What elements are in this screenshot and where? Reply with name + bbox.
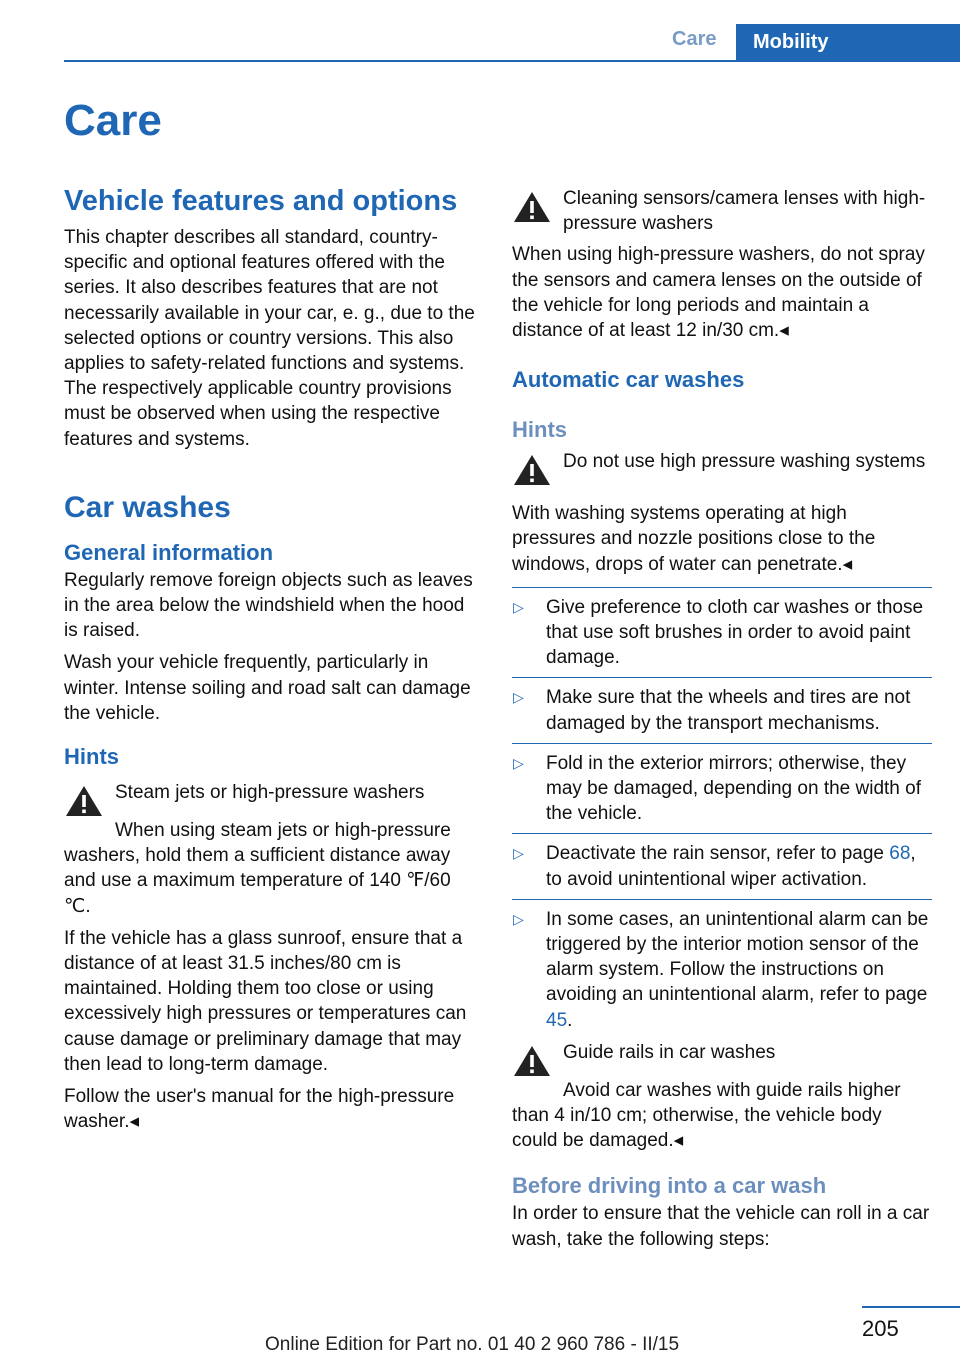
triangle-bullet-icon: ▷: [513, 754, 524, 771]
right-column: [512, 183, 932, 1259]
warning-title: Do not use high pressure washing systems: [563, 451, 926, 473]
manual-paragraph: Follow the user's manual for the high-pressure washer.◂: [64, 1086, 455, 1133]
warning-high-pressure-body: With washing systems operating at high pressures and nozzle positions close to the windows, drops of water can penetrate.◂: [512, 503, 876, 575]
hints-heading-right: Hints: [512, 417, 567, 443]
warning-triangle-icon: [64, 783, 104, 819]
warning-guide-rails-body: Avoid car washes with guide rails higher than 4 in/10 cm; otherwise, the vehicle body could be damaged.◂: [512, 1079, 901, 1152]
page-ref-link[interactable]: 45: [546, 1009, 568, 1031]
list-item: ▷ Deactivate the rain sensor, refer to page 68, to avoid unintentional wiper activation.: [512, 833, 932, 891]
page-ref-link[interactable]: 68: [889, 843, 911, 865]
warning-sensors-body: When using high-pressure washers, do not spray the sensors and camera lenses on the outside of the vehicle for long periods and maintain a distance of at least 12 in/30 cm.◂: [512, 244, 925, 342]
general-info-p1: Regularly remove foreign objects such as leaves in the area below the windshield when the hood is raised.: [64, 569, 473, 642]
hints-heading: Hints: [64, 744, 119, 770]
edition-footer: Online Edition for Part no. 01 40 2 960 786 - II/15: [265, 1334, 680, 1355]
warning-triangle-icon: [512, 189, 552, 225]
sunroof-paragraph: If the vehicle has a glass sunroof, ensure that a distance of at least 31.5 inches/80 cm is maintained. Holding them too close or using excessively high pressures or temperatures can cause damage or preliminary damage that may then lead to long-term damage.: [64, 927, 467, 1075]
general-info-heading: General information: [64, 539, 274, 565]
general-info-p2: Wash your vehicle frequently, particularly in winter. Intense soiling and road salt can damage the vehicle.: [64, 652, 471, 724]
warning-steam-jets: [64, 780, 479, 826]
warning-title: Guide rails in car washes: [563, 1041, 776, 1063]
triangle-bullet-icon: ▷: [513, 845, 524, 862]
vehicle-features-body: This chapter describes all standard, country-specific and optional features offered with the series. It also describes features that are not necessarily available in your car, e. g., due to the selected options or country versions. This also applies to safety-related functions and systems. The respectively applicable country provisions must be observed when using the respective features and systems.: [64, 227, 475, 450]
page-number: 205: [862, 1316, 899, 1341]
auto-wash-heading: Automatic car washes: [512, 367, 745, 393]
list-item: ▷ In some cases, an unintentional alarm can be triggered by the interior motion sensor of the alarm system. Follow the instructions on avoiding an unintentional alarm, refer to page 45.: [512, 899, 932, 1033]
list-item: ▷ Make sure that the wheels and tires are not damaged by the transport mechanisms.: [512, 677, 932, 735]
triangle-bullet-icon: ▷: [513, 910, 524, 927]
list-item: ▷ Give preference to cloth car washes or those that use soft brushes in order to avoid paint damage.: [512, 587, 932, 671]
warning-high-pressure: [512, 449, 932, 495]
warning-triangle-icon: [512, 1043, 552, 1079]
tab-mobility[interactable]: Mobility: [736, 24, 960, 62]
list-item: ▷ Fold in the exterior mirrors; otherwise, they may be damaged, depending on the width of the vehicle.: [512, 743, 932, 827]
before-wash-body: In order to ensure that the vehicle can roll in a car wash, take the following steps:: [512, 1203, 930, 1250]
triangle-bullet-icon: ▷: [513, 689, 524, 706]
before-wash-heading: Before driving into a car wash: [512, 1173, 827, 1199]
car-wash-checklist: [512, 587, 932, 1033]
warning-sensors: [512, 186, 932, 236]
warning-guide-rails: [512, 1040, 932, 1086]
vehicle-features-heading: Vehicle features and options: [64, 185, 458, 217]
warning-triangle-icon: [512, 452, 552, 488]
car-washes-heading: Car washes: [64, 490, 231, 524]
triangle-bullet-icon: ▷: [513, 598, 524, 615]
page-title: Care: [64, 96, 162, 145]
tab-care[interactable]: Care: [672, 28, 717, 50]
warning-title: Cleaning sensors/camera lenses with high-pressure washers: [563, 188, 926, 235]
footer-rule: [862, 1306, 960, 1308]
left-column: [64, 183, 479, 1141]
warning-title: Steam jets or high-pressure washers: [115, 782, 425, 804]
warning-steam-body: When using steam jets or high-pressure washers, hold them a sufficient distance away and use a maximum temperature of 140 ℉/60 ℃.: [64, 820, 451, 917]
